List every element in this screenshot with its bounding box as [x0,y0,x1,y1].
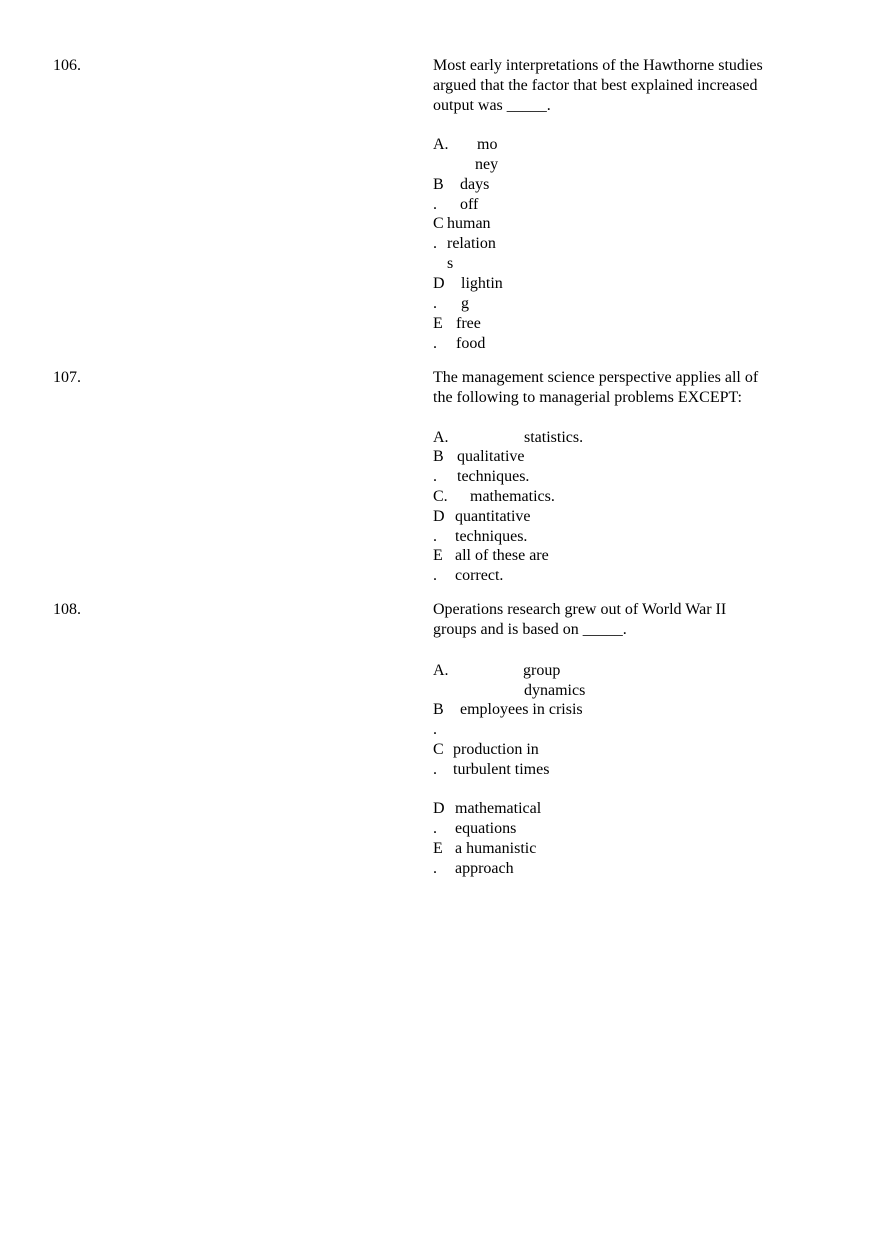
option-letter: D [433,508,445,525]
question-number: 107. [53,369,81,386]
option-letter: A. [433,662,449,679]
option-letter: C [433,741,444,758]
option-text: correct. [455,567,504,584]
stem-line: argued that the factor that best explained increased [433,77,758,94]
option-text: qualitative [457,448,525,465]
option-text: a humanistic [455,840,537,857]
option-text: approach [455,860,514,877]
option-dot: . [433,235,437,252]
option-text: ney [475,156,499,173]
option-text: quantitative [455,508,531,525]
option-letter: C. [433,488,448,505]
option-text: lightin [461,275,503,292]
option-letter: E [433,315,443,332]
option-dot: . [433,761,437,778]
option-text: employees in crisis [460,701,583,718]
question-stem [433,368,813,408]
option-text: relation [447,235,496,252]
option-text: mathematics. [470,488,555,505]
option-text: s [447,255,454,272]
option-dot: . [433,468,437,485]
option-text: food [456,335,486,352]
option-text: dynamics [524,682,586,699]
question-stem [433,600,813,640]
option-text: days [460,176,490,193]
option-text: mathematical [455,800,542,817]
option-dot: . [433,567,437,584]
option-text: all of these are [455,547,549,564]
option-text: equations [455,820,517,837]
option-letter: A. [433,429,449,446]
option-dot: . [433,196,437,213]
option-letter: B [433,448,444,465]
option-dot: . [433,335,437,352]
stem-line: The management science perspective applies all of [433,369,759,386]
option-text: off [460,196,479,213]
option-text: free [456,315,481,332]
option-letter: D [433,275,445,292]
stem-line: groups and is based on _____. [433,621,627,638]
stem-line: Most early interpretations of the Hawthorne studies [433,57,763,74]
option-text: production in [453,741,539,758]
option-text: group [523,662,561,679]
stem-line: the following to managerial problems EXCEPT: [433,389,742,406]
question-number: 106. [53,57,81,74]
option-letter: A. [433,136,449,153]
question-number: 108. [53,601,81,618]
option-text: statistics. [524,429,584,446]
option-text: techniques. [455,528,528,545]
option-letter: D [433,800,445,817]
option-text: techniques. [457,468,530,485]
question-stem [433,56,813,116]
stem-line: Operations research grew out of World War II [433,601,727,618]
option-letter: E [433,840,443,857]
option-dot: . [433,528,437,545]
stem-line: output was _____. [433,97,551,114]
option-text: turbulent times [453,761,550,778]
option-letter: E [433,547,443,564]
option-dot: . [433,721,437,738]
option-dot: . [433,860,437,877]
option-text: g [461,295,469,312]
option-text: mo [477,136,498,153]
option-letter: B [433,176,444,193]
option-dot: . [433,295,437,312]
option-dot: . [433,820,437,837]
option-letter: B [433,701,444,718]
option-letter: C [433,215,444,232]
option-text: human [447,215,491,232]
